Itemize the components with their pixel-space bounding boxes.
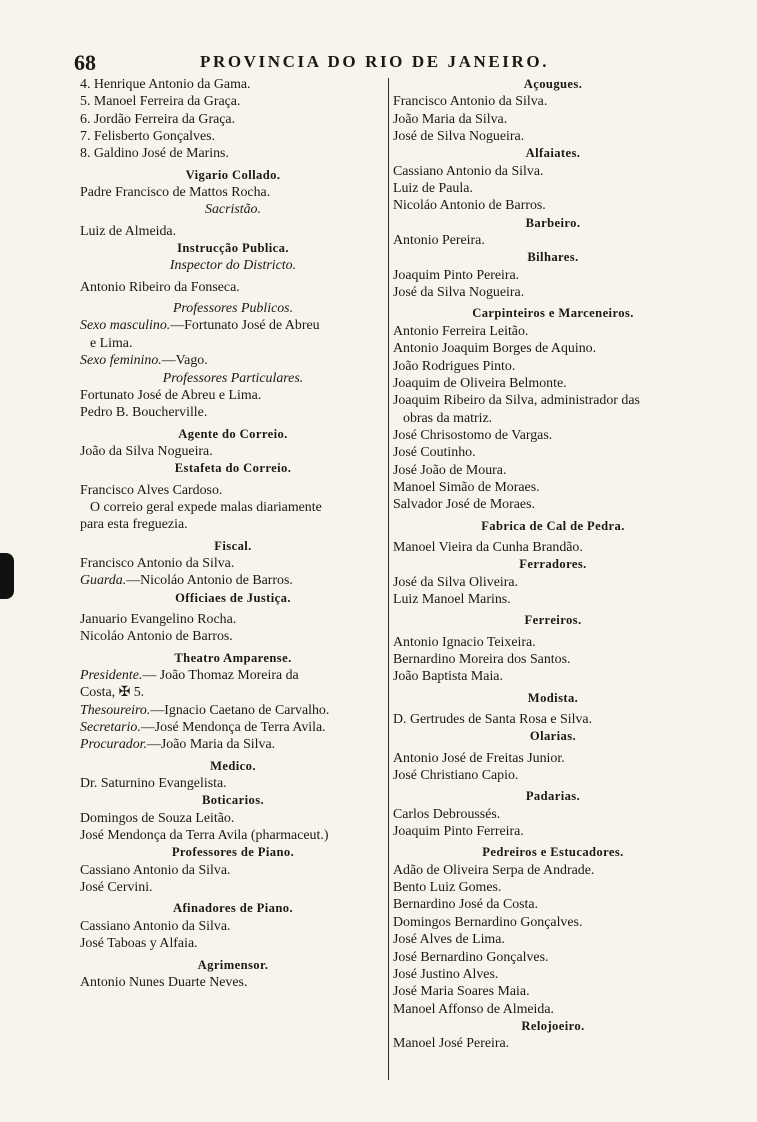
section-heading: Boticarios. [201, 793, 265, 808]
entry-text: —José Mendonça de Terra Avila. [140, 720, 326, 736]
entry: Bernardino José da Costa. [393, 897, 539, 913]
section-heading: Agrimensor. [197, 957, 269, 972]
section-heading: Medico. [210, 758, 256, 773]
entry: Antonio José de Freitas Junior. [393, 750, 565, 766]
list-item: 8. Galdino José de Marins. [80, 146, 229, 162]
entry: José Christiano Capio. [393, 768, 519, 784]
entry: Manoel Simão de Moraes. [393, 479, 540, 495]
entry: Manoel Vieira da Cunha Brandão. [393, 539, 583, 555]
section-heading: Instrucção Publica. [177, 241, 289, 256]
list-item: 4. Henrique Antonio da Gama. [80, 77, 251, 92]
sub-heading: Professores Publicos. [172, 301, 294, 317]
entry: Manoel José Pereira. [393, 1036, 510, 1052]
entry: José Coutinho. [393, 445, 476, 461]
entry: Cassiano Antonio da Silva. [80, 918, 231, 934]
note: para esta freguezia. [80, 517, 188, 533]
entry: José da Silva Oliveira. [393, 574, 518, 590]
entry: Antonio Nunes Duarte Neves. [80, 974, 248, 990]
section-heading: Ferradores. [519, 557, 587, 572]
entry: Luiz de Paula. [393, 181, 473, 197]
entry [80, 352, 386, 369]
entry: José Mendonça da Terra Avila (pharmaceut.) [80, 828, 329, 844]
section-heading: Barbeiro. [525, 215, 581, 230]
entry: Pedro B. Boucherville. [80, 405, 208, 421]
entry: José Justino Alves. [393, 966, 499, 982]
page-header [74, 50, 689, 76]
entry: Dr. Saturnino Evangelista. [80, 776, 227, 792]
entry-continuation: obras da matriz. [403, 410, 493, 426]
section-heading: Pedreiros e Estucadores. [482, 845, 624, 860]
sub-heading: Sacristão. [205, 202, 261, 218]
entry: Cassiano Antonio da Silva. [393, 163, 544, 179]
section-heading: Afinadores de Piano. [172, 901, 294, 916]
entry: José Cervini. [80, 880, 153, 896]
entry: José Chrisostomo de Vargas. [393, 427, 553, 443]
entry: Joaquim Pinto Pereira. [393, 267, 520, 283]
entry: José Bernardino Gonçalves. [393, 949, 549, 965]
list-item: 6. Jordão Ferreira da Graça. [80, 111, 236, 127]
entry: D. Gertrudes de Santa Rosa e Silva. [393, 712, 593, 728]
list-item: 5. Manoel Ferreira da Graça. [80, 94, 241, 110]
entry-label: Sexo feminino. [80, 353, 162, 369]
section-heading: Carpinteiros e Marceneiros. [472, 306, 634, 321]
section-heading: Agente do Correio. [178, 426, 288, 441]
section-heading: Officiaes de Justiça. [175, 590, 291, 605]
entry-text: —Fortunato José de Abreu [170, 318, 320, 334]
entry [80, 736, 386, 753]
entry: João Rodrigues Pinto. [393, 358, 516, 374]
entry: Francisco Antonio da Silva. [393, 94, 548, 110]
entry [80, 667, 386, 684]
entry: Cassiano Antonio da Silva. [80, 862, 231, 878]
section-heading: Relojoeiro. [521, 1018, 585, 1033]
section-heading: Modista. [527, 690, 579, 705]
entry-text: —João Maria da Silva. [147, 737, 276, 753]
entry: Antonio Ignacio Teixeira. [393, 634, 536, 650]
entry: Domingos Bernardino Gonçalves. [393, 914, 583, 930]
section-heading: Vigario Collado. [185, 167, 281, 182]
entry-text: —Nicoláo Antonio de Barros. [126, 573, 293, 589]
entry [80, 702, 386, 719]
entry: José da Silva Nogueira. [393, 285, 525, 301]
section-heading: Padarias. [525, 789, 581, 804]
entry-continuation: e Lima. [90, 335, 133, 351]
entry: Luiz Manoel Marins. [393, 591, 511, 607]
entry: Bernardino Moreira dos Santos. [393, 652, 571, 667]
entry: Nicoláo Antonio de Barros. [393, 198, 546, 214]
entry: Bento Luiz Gomes. [393, 880, 502, 896]
running-head: PROVINCIA DO RIO DE JANEIRO. [200, 52, 550, 71]
entry-text: — João Thomaz Moreira da [142, 668, 299, 683]
entry [80, 719, 386, 736]
section-heading: Estafeta do Correio. [174, 461, 292, 476]
sub-heading: Professores Particulares. [162, 370, 304, 386]
entry-label: Presidente. [80, 668, 143, 683]
entry-continuation: Costa, ✠ 5. [80, 685, 145, 701]
entry: Nicoláo Antonio de Barros. [80, 629, 233, 645]
left-column [80, 76, 386, 991]
page-number: 68 [74, 50, 96, 75]
entry: João Maria da Silva. [393, 111, 508, 127]
entry: Carlos Debroussés. [393, 806, 501, 822]
entry-text: —Vago. [161, 353, 208, 369]
entry: Luiz de Almeida. [80, 223, 177, 239]
entry-label: Thesoureiro. [80, 702, 151, 718]
section-heading: Olarias. [529, 729, 577, 744]
entry: José Alves de Lima. [393, 932, 505, 948]
section-heading: Fiscal. [214, 538, 252, 553]
section-heading: Professores de Piano. [171, 845, 295, 860]
entry: João Baptista Maia. [393, 669, 503, 685]
entry: Joaquim de Oliveira Belmonte. [393, 375, 567, 391]
entry: José Maria Soares Maia. [393, 984, 530, 1000]
column-divider [388, 78, 389, 1080]
entry: Manoel Affonso de Almeida. [393, 1001, 555, 1017]
entry: Antonio Ribeiro da Fonseca. [80, 279, 240, 295]
section-heading: Açougues. [523, 77, 583, 91]
entry: Salvador José de Moraes. [393, 497, 535, 513]
entry: José João de Moura. [393, 462, 507, 478]
section-heading: Bilhares. [527, 250, 579, 265]
entry: Fortunato José de Abreu e Lima. [80, 387, 262, 403]
section-heading: Fabrica de Cal de Pedra. [481, 518, 625, 533]
entry-text: —Ignacio Caetano de Carvalho. [150, 702, 330, 718]
entry: José de Silva Nogueira. [393, 129, 525, 145]
entry-label: Guarda. [80, 573, 127, 589]
section-heading: Ferreiros. [524, 613, 582, 628]
entry: Padre Francisco de Mattos Rocha. [80, 185, 271, 201]
entry: Francisco Antonio da Silva. [80, 555, 235, 571]
entry: Domingos de Souza Leitão. [80, 810, 235, 826]
entry: Francisco Alves Cardoso. [80, 482, 223, 498]
entry: Adão de Oliveira Serpa de Andrade. [393, 862, 595, 878]
entry: José Taboas y Alfaia. [80, 936, 198, 952]
right-column [393, 76, 713, 1053]
entry-label: Procurador. [80, 737, 148, 753]
entry: Antonio Ferreira Leitão. [393, 323, 529, 339]
entry: Antonio Pereira. [393, 233, 485, 249]
section-heading: Alfaiates. [525, 146, 581, 161]
entry: Januario Evangelino Rocha. [80, 611, 237, 627]
margin-tab-mark [0, 553, 14, 599]
entry: João da Silva Nogueira. [80, 443, 213, 459]
sub-heading: Inspector do Districto. [169, 258, 297, 274]
entry [80, 317, 386, 334]
entry: Joaquim Pinto Ferreira. [393, 824, 524, 840]
section-heading: Theatro Amparense. [174, 650, 292, 665]
list-item: 7. Felisberto Gonçalves. [80, 129, 216, 145]
note: O correio geral expede malas diariamente [90, 499, 322, 515]
entry: Antonio Joaquim Borges de Aquino. [393, 341, 597, 357]
entry-label: Sexo masculino. [80, 318, 171, 334]
entry-label: Secretario. [80, 720, 141, 736]
entry: Joaquim Ribeiro da Silva, administrador das [393, 393, 640, 409]
entry [80, 572, 386, 589]
